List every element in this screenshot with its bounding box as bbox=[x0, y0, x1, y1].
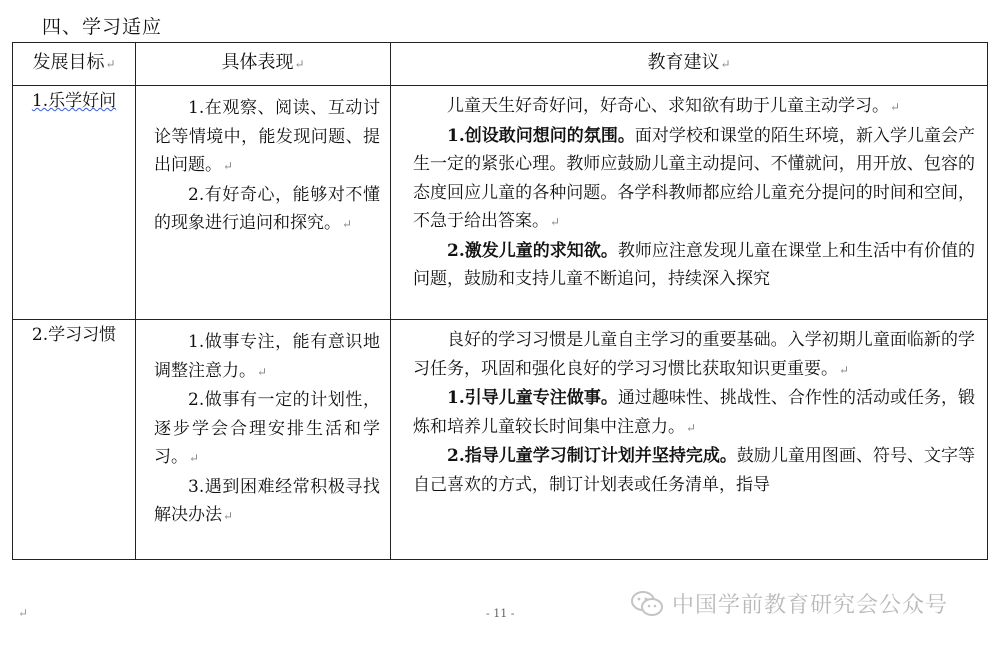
paragraph-mark: ↵ bbox=[18, 606, 29, 620]
performance-item: 2.有好奇心，能够对不懂的现象进行追问和探究。↵ bbox=[154, 184, 380, 233]
goal-cell: 1.乐学好问 bbox=[13, 86, 136, 320]
performance-item: 1.做事专注，能有意识地调整注意力。↵ bbox=[154, 332, 380, 381]
watermark bbox=[630, 588, 948, 619]
goal-cell: 2.学习习惯 bbox=[13, 320, 136, 560]
suggestion-cell bbox=[391, 320, 988, 560]
performance-cell bbox=[136, 86, 391, 320]
performance-item: 3.遇到困难经常积极寻找解决办法↵ bbox=[154, 476, 380, 525]
suggestion-cell bbox=[391, 86, 988, 320]
performance-item: 2.做事有一定的计划性，逐步学会合理安排生活和学习。↵ bbox=[154, 390, 380, 467]
table-row bbox=[13, 320, 988, 560]
suggestion-paragraph: 2.激发儿童的求知欲。教师应注意发现儿童在课堂上和生活中有价值的问题，鼓励和支持儿童不断追问，持续深入探究 bbox=[413, 240, 976, 289]
header-goal: 发展目标↵ bbox=[13, 43, 136, 86]
table-header-row bbox=[13, 43, 988, 86]
table-row bbox=[13, 86, 988, 320]
watermark-text: 中国学前教育研究会公众号 bbox=[672, 593, 949, 618]
suggestion-paragraph: 1.引导儿童专注做事。通过趣味性、挑战性、合作性的活动或任务，锻炼和培养儿童较长时间集中注意力。↵ bbox=[413, 388, 976, 437]
suggestion-paragraph: 2.指导儿童学习制订计划并坚持完成。鼓励儿童用图画、符号、文字等自己喜欢的方式，制订计划表或任务清单，指导 bbox=[413, 446, 975, 495]
header-suggestions: 教育建议↵ bbox=[391, 43, 988, 86]
suggestion-paragraph: 1.创设敢问想问的氛围。面对学校和课堂的陌生环境，新入学儿童会产生一定的紧张心理。教师应鼓励儿童主动提问、不懂就问，用开放、包容的态度回应儿童的各种问题。各学科教师都应给儿童充分提问的时间和空间，不急于给出答案。↵ bbox=[413, 125, 976, 231]
wechat-icon bbox=[630, 590, 664, 618]
suggestion-paragraph: 儿童天生好奇好问，好奇心、求知欲有助于儿童主动学习。↵ bbox=[447, 96, 901, 116]
performance-cell bbox=[136, 320, 391, 560]
header-performance: 具体表现↵ bbox=[136, 43, 391, 86]
guidance-table bbox=[12, 42, 988, 560]
suggestion-paragraph: 良好的学习习惯是儿童自主学习的重要基础。入学初期儿童面临新的学习任务，巩固和强化良好的学习习惯比获取知识更重要。↵ bbox=[413, 330, 975, 379]
section-heading: 四、学习适应 bbox=[42, 16, 163, 38]
page-number: - 11 - bbox=[486, 607, 515, 620]
performance-item: 1.在观察、阅读、互动讨论等情境中，能发现问题、提出问题。↵ bbox=[154, 98, 380, 175]
